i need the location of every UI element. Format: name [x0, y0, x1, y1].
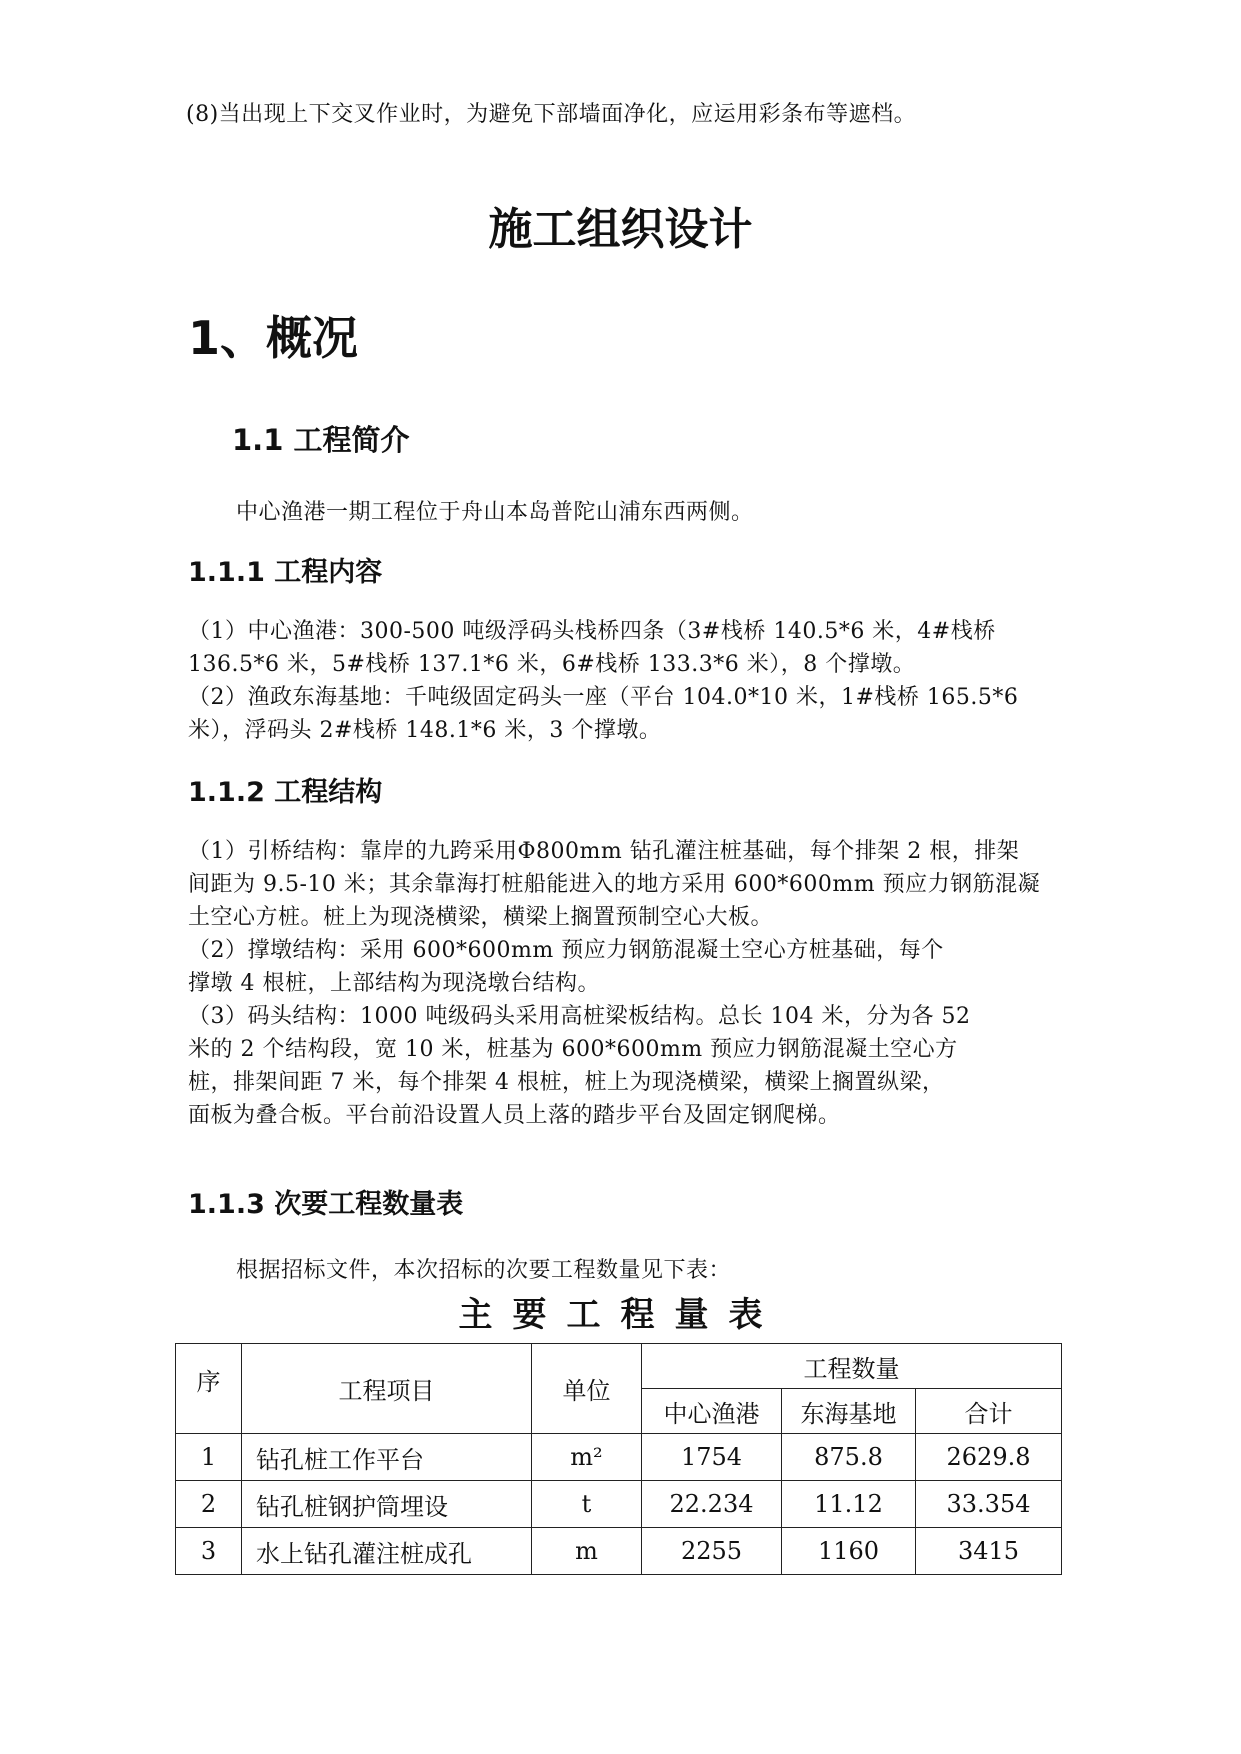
text-line: 面板为叠合板。平台前沿设置人员上落的踏步平台及固定钢爬梯。 — [188, 1103, 841, 1128]
heading-1-1-1: 1.1.1 工程内容 — [188, 557, 383, 588]
heading-1-1: 1.1 工程简介 — [232, 423, 410, 457]
text-line: （1）中心渔港：300-500 吨级浮码头栈桥四条（3#栈桥 140.5*6 米，4#栈桥 — [188, 619, 996, 644]
header-quantity: 工程数量 — [642, 1344, 1062, 1389]
quantity-table — [175, 1343, 1062, 1575]
cell-unit: m² — [532, 1434, 642, 1481]
table-row — [176, 1528, 1062, 1575]
text-line: （3）码头结构：1000 吨级码头采用高桩梁板结构。总长 104 米，分为各 52 — [188, 1004, 971, 1029]
intro-paragraph: 中心渔港一期工程位于舟山本岛普陀山浦东西两侧。 — [236, 500, 754, 525]
header-project: 工程项目 — [242, 1344, 532, 1434]
section-1-1-3-paragraph: 根据招标文件，本次招标的次要工程数量见下表： — [236, 1258, 732, 1283]
text-line: （1）引桥结构：靠岸的九跨采用Φ800mm 钻孔灌注桩基础，每个排架 2 根，排架 — [188, 839, 1020, 864]
text-line: 桩，排架间距 7 米，每个排架 4 根桩，桩上为现浇横梁，横梁上搁置纵梁， — [188, 1070, 945, 1095]
top-note: (8)当出现上下交叉作业时，为避免下部墙面净化，应运用彩条布等遮档。 — [186, 102, 917, 127]
heading-1-1-2: 1.1.2 工程结构 — [188, 777, 383, 808]
cell-seq: 2 — [176, 1481, 242, 1528]
section-1-1-1-text — [188, 615, 1018, 747]
table-header-row — [176, 1344, 1062, 1389]
text-line: 间距为 9.5-10 米；其余靠海打桩船能进入的地方采用 600*600mm 预应力钢筋混凝 — [188, 872, 1041, 897]
text-line: 米），浮码头 2#栈桥 148.1*6 米，3 个撑墩。 — [188, 718, 662, 743]
cell-total: 2629.8 — [916, 1434, 1062, 1481]
text-line: （2）渔政东海基地：千吨级固定码头一座（平台 104.0*10 米，1#栈桥 165.5*6 — [188, 685, 1019, 710]
table-row — [176, 1481, 1062, 1528]
table-row — [176, 1434, 1062, 1481]
cell-project: 水上钻孔灌注桩成孔 — [242, 1528, 532, 1575]
cell-seq: 1 — [176, 1434, 242, 1481]
table-title: 主要工程量表 — [458, 1295, 783, 1335]
cell-donghai-base: 875.8 — [782, 1434, 916, 1481]
text-line: 136.5*6 米，5#栈桥 137.1*6 米，6#栈桥 133.3*6 米），8 个撑墩。 — [188, 652, 916, 677]
section-1-1-2-text — [188, 835, 1040, 1132]
document-title: 施工组织设计 — [488, 204, 753, 255]
text-line: 米的 2 个结构段，宽 10 米，桩基为 600*600mm 预应力钢筋混凝土空心方 — [188, 1037, 958, 1062]
text-line: 土空心方桩。桩上为现浇横梁，横梁上搁置预制空心大板。 — [188, 905, 774, 930]
header-col-donghai-base: 东海基地 — [782, 1389, 916, 1434]
cell-center-port: 22.234 — [642, 1481, 782, 1528]
cell-unit: t — [532, 1481, 642, 1528]
text-line: （2）撑墩结构：采用 600*600mm 预应力钢筋混凝土空心方桩基础，每个 — [188, 938, 944, 963]
header-col-center-port: 中心渔港 — [642, 1389, 782, 1434]
text-line: 撑墩 4 根桩，上部结构为现浇墩台结构。 — [188, 971, 600, 996]
cell-total: 33.354 — [916, 1481, 1062, 1528]
cell-center-port: 2255 — [642, 1528, 782, 1575]
header-unit: 单位 — [532, 1344, 642, 1434]
cell-seq: 3 — [176, 1528, 242, 1575]
header-seq: 序 — [176, 1344, 242, 1434]
cell-project: 钻孔桩工作平台 — [242, 1434, 532, 1481]
heading-1-1-3: 1.1.3 次要工程数量表 — [188, 1189, 464, 1220]
cell-center-port: 1754 — [642, 1434, 782, 1481]
cell-donghai-base: 1160 — [782, 1528, 916, 1575]
cell-total: 3415 — [916, 1528, 1062, 1575]
cell-unit: m — [532, 1528, 642, 1575]
cell-project: 钻孔桩钢护筒埋设 — [242, 1481, 532, 1528]
heading-1: 1、概况 — [188, 311, 359, 365]
cell-donghai-base: 11.12 — [782, 1481, 916, 1528]
header-col-total: 合计 — [916, 1389, 1062, 1434]
